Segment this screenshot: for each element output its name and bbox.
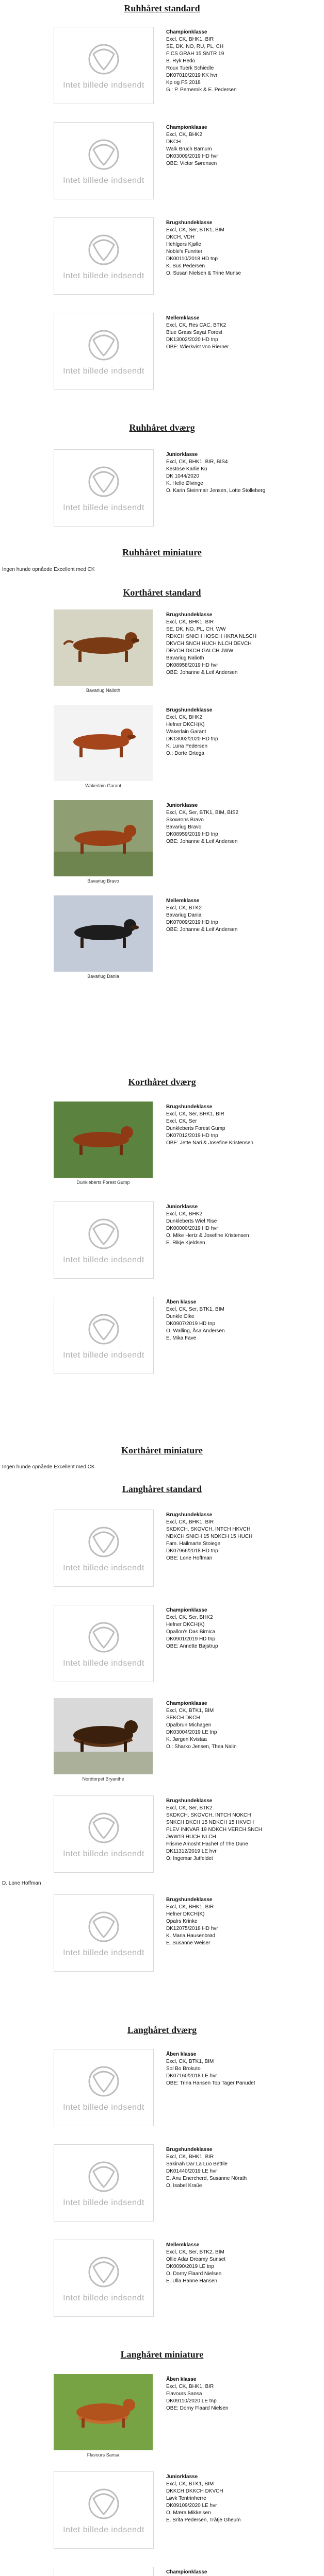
no-image-label: Intet billede indsendt (63, 2103, 144, 2112)
detail-line: OBE: Wierkvist von Rierner (166, 344, 229, 350)
detail-line: OBE: Victor Sørensen (166, 161, 217, 166)
detail-line: Noble's Funriter (166, 249, 203, 255)
detail-line: O. Mæra Mikkelsen (166, 2510, 211, 2516)
dachshund-photo-icon (54, 2374, 153, 2450)
detail-line: O. Ingemar Jutfeldet (166, 1856, 213, 1861)
class-name: Mellemklasse (166, 315, 200, 321)
no-image-placeholder (54, 2471, 154, 2549)
detail-line: Excl, CK, BTK1, BIM (166, 2481, 214, 2487)
entry-details (166, 2051, 321, 2087)
detail-line: OBE: Trina Hansen Top Tager Panudet (166, 2080, 255, 2086)
detail-line: E. Ulla Hanne Hansen (166, 2278, 217, 2284)
detail-line: SKDKCH, SKOVCH, INTCH NOKCH (166, 1812, 251, 1818)
class-name: Championklasse (166, 125, 207, 130)
class-name: Åben klasse (166, 2052, 197, 2057)
dog-logo-icon (54, 2240, 153, 2316)
detail-line: Excl, CK, Ser, BTK1, BIM (166, 1307, 224, 1312)
entry-details (166, 802, 321, 845)
detail-line: Opalbrun Michagen (166, 1722, 212, 1728)
class-name: Juniorklasse (166, 2474, 198, 2480)
class-name: Brugshundeklasse (166, 612, 213, 618)
detail-line: Hefner DKCH(K) (166, 1911, 205, 1917)
detail-line: Excl, CK, BHK1, BIR (166, 1904, 214, 1910)
detail-line: Flavours Sansa (166, 2391, 202, 2397)
section-heading-langhaaret-dvaerg: Langhåret dværg (127, 2025, 197, 2035)
detail-line: Excl, CK, BHK1, BIR (166, 37, 214, 42)
dog-logo-icon (54, 1895, 153, 1971)
entry-details (166, 1607, 321, 1650)
photo-caption: Wakerlain Garant (85, 783, 121, 788)
detail-line: Excl, CK, Ser, BHK1, BIR (166, 1111, 224, 1117)
detail-line: Dunkleberts Wiel Rise (166, 1218, 217, 1224)
class-name: Brugshundeklasse (166, 1512, 213, 1518)
dachshund-photo-icon (54, 705, 153, 781)
detail-line: OBE: Lone Hoffman (166, 1555, 213, 1561)
no-image-label: Intet billede indsendt (63, 1659, 144, 1668)
detail-line: DK00110/2018 HD tnp (166, 256, 218, 262)
detail-line: DK07010/2019 KK hvr (166, 73, 218, 78)
entry-details (166, 2473, 321, 2524)
detail-line: E. Brita Pedersen, Tråtje Gheum (166, 2517, 241, 2523)
detail-line: Excl, CK, BHK1, BIR (166, 619, 214, 625)
dog-logo-icon (54, 2472, 153, 2548)
detail-line: DK07160/2018 LE hvr (166, 2073, 217, 2079)
detail-line: DK08958/2019 HD hvr (166, 663, 218, 668)
dog-photo (54, 609, 153, 686)
detail-line: O. Walling, Åsa Andersen (166, 1328, 225, 1334)
detail-line: SE, DK, NO, RU, PL, CH (166, 44, 224, 49)
entry-details (166, 2376, 321, 2412)
no-image-label: Intet billede indsendt (63, 1564, 144, 1572)
detail-line: Excl, CK, BTK1, BIM (166, 1708, 214, 1714)
photo-caption: Bavariug Bravo (87, 878, 119, 884)
detail-line: DK13002/2020 HD tnp (166, 736, 218, 742)
section-heading-ruhharet-miniature: Ruhhåret miniature (122, 547, 202, 557)
detail-line: O. Mike Hertz & Josefine Kristensen (166, 1233, 249, 1239)
class-name: Juniorklasse (166, 803, 198, 808)
photo-caption: Dunkleberts Forest Gump (76, 1180, 130, 1185)
detail-line: DK07012/2019 HD tnp (166, 1133, 218, 1139)
no-image-label: Intet billede indsendt (63, 2526, 144, 2534)
detail-line: DKVCH SNCH HUCH NLCH DEVCH (166, 641, 252, 647)
detail-line: Roux Tuerk Schiedle (166, 65, 214, 71)
entry-details (166, 1104, 321, 1147)
detail-line: Hefner DKCH(K) (166, 1622, 205, 1628)
no-image-placeholder (54, 2049, 154, 2126)
dog-logo-icon (54, 27, 153, 104)
detail-line: Hefner DKCH(K) (166, 722, 205, 727)
class-name: Brugshundeklasse (166, 1798, 213, 1804)
detail-line: Excl, CK, Ser (166, 1118, 197, 1124)
entry-details (166, 1204, 321, 1247)
entry-details (166, 219, 321, 277)
detail-line: Bavariug Dania (166, 912, 202, 918)
dog-logo-icon (54, 1510, 153, 1586)
no-image-label: Intet billede indsendt (63, 1351, 144, 1360)
detail-line: DK07966/2018 HD tnp (166, 1548, 218, 1554)
no-image-label: Intet billede indsendt (63, 81, 144, 90)
entry-details (166, 315, 321, 351)
class-name: Brugshundeklasse (166, 2147, 213, 2153)
entry-details (166, 451, 321, 495)
no-image-placeholder (54, 122, 154, 199)
detail-line: OBE: Johanne & Leif Andersen (166, 927, 238, 933)
no-image-label: Intet billede indsendt (63, 1256, 144, 1264)
detail-line: SEKCH DKCH (166, 1715, 200, 1721)
detail-line: OBE: Dorny Flaard Nielsen (166, 2405, 229, 2411)
no-image-placeholder (54, 1510, 154, 1587)
detail-line: DK09110/2020 LE tnp (166, 2398, 217, 2404)
detail-line: Løvk Tentrinherre (166, 2496, 206, 2501)
dog-photo (54, 1101, 153, 1178)
detail-line: G.: P. Pernemik & E. Pedersen (166, 87, 237, 93)
dog-photo (54, 895, 153, 972)
detail-line: Excl, CK, Ser, BTK1, BIM, BIS2 (166, 810, 239, 816)
detail-line: DK13002/2020 HD tnp (166, 337, 218, 343)
detail-line: DK03009/2019 HD hvr (166, 154, 218, 159)
dachshund-photo-icon (54, 895, 153, 972)
no-excellent-note: Ingen hunde opnåede Excellent med CK (2, 567, 95, 572)
section-heading-ruhharet-standard: Ruhhåret standard (124, 3, 200, 13)
no-image-placeholder (54, 27, 154, 104)
detail-line: K. Jørgen Kvistaa (166, 1737, 207, 1742)
detail-line: Bavariug Bravo (166, 824, 202, 830)
detail-line: Walk Bruch Barnum (166, 146, 212, 152)
entry-details (166, 1896, 321, 1947)
photo-caption: Flavours Sansa (87, 2452, 120, 2458)
dachshund-photo-icon (54, 1101, 153, 1178)
no-image-placeholder (54, 1605, 154, 1682)
detail-line: DKCH (166, 139, 181, 145)
section-heading-ruhharet-dvaerg: Ruhhåret dværg (129, 422, 195, 433)
detail-line: FICS GRAH 15 SNTR 19 (166, 51, 224, 57)
detail-line: SE, DK, NO, PL, CH, WW (166, 626, 226, 632)
detail-line: E. Mika Fave (166, 1335, 197, 1341)
detail-line: OBE: Jette Nari & Josefine Kristensen (166, 1140, 253, 1146)
detail-line: OBE: Annette Bøjstrup (166, 1643, 218, 1649)
detail-line: OBE: Johanne & Leif Andersen (166, 839, 238, 844)
dog-logo-icon (54, 313, 153, 389)
entry-details (166, 612, 321, 676)
detail-line: K. Helle Ølvinge (166, 481, 203, 486)
detail-line: DK00000/2019 HD hvr (166, 1226, 218, 1231)
dog-logo-icon (54, 1796, 153, 1872)
detail-line: DK0901/2019 HD tnp (166, 1636, 216, 1642)
detail-line: DK0907/2019 HD tnp (166, 1321, 216, 1327)
no-image-label: Intet billede indsendt (63, 272, 144, 280)
detail-line: Kestöse Karlie Ku (166, 466, 207, 472)
detail-line: SNKCH DKCH 15 NDKCH 15 HKVCH (166, 1820, 254, 1825)
entry-details (166, 1512, 321, 1562)
dachshund-photo-icon (54, 1698, 153, 1774)
detail-line: DK07009/2019 HD tnp (166, 920, 218, 925)
detail-line: Dunkleberts Forest Gump (166, 1126, 225, 1131)
detail-line: Dunkle Olke (166, 1314, 195, 1319)
section-heading-langhaaret-miniature: Langhåret miniature (120, 2349, 204, 2360)
dog-logo-icon (54, 1605, 153, 1682)
detail-line: Excl, CK, BTK2 (166, 905, 202, 911)
detail-line: Wakerlain Garant (166, 729, 206, 735)
class-name: Mellemklasse (166, 2242, 200, 2248)
class-name: Åben klasse (166, 1299, 197, 1305)
entry-details (166, 897, 321, 934)
detail-line: O.: Sharko Jensen, Thea Nalin (166, 1744, 237, 1750)
class-name: Championklasse (166, 2569, 207, 2575)
no-image-placeholder (54, 2567, 154, 2576)
entry-details (166, 707, 321, 757)
detail-line: Opallon's Das Birnica (166, 1629, 216, 1635)
detail-line: JWW19 HUCH NLCH (166, 1834, 216, 1840)
class-name: Brugshundeklasse (166, 707, 213, 713)
detail-line: DK01440/2019 LE hvr (166, 2168, 217, 2174)
no-image-label: Intet billede indsendt (63, 176, 144, 185)
detail-line: K. Bus Pedersen (166, 263, 205, 269)
detail-line: Excl, CK, Ser, BTK2 (166, 1805, 213, 1811)
detail-line: DEVCH DKCH GALCH JWW (166, 648, 234, 654)
class-name: Åben klasse (166, 2377, 197, 2382)
detail-line: K. Luna Pedersen (166, 743, 208, 749)
section-heading-korthaaret-standard: Korthåret standard (123, 587, 201, 598)
class-name: Championklasse (166, 1701, 207, 1706)
detail-line: Excl, CK, Ser, BTK2, BIM (166, 2249, 224, 2255)
detail-line: O. Karin Steinmair Jensen, Lotte Stolleberg (166, 488, 266, 494)
detail-line: RDKCH SNICH HOSCH HKRA NLSCH (166, 634, 257, 639)
no-image-placeholder (54, 217, 154, 295)
detail-line: SKDKCH, SKOVCH, INTCH HKVCH (166, 1527, 251, 1532)
photo-caption: Bavariug Dania (87, 974, 119, 979)
class-name: Championklasse (166, 29, 207, 35)
detail-line: Excl, CK, BHK2 (166, 715, 203, 720)
no-image-placeholder (54, 2240, 154, 2317)
entry-details (166, 1798, 321, 1862)
class-name: Juniorklasse (166, 452, 198, 457)
class-name: Brugshundeklasse (166, 1104, 213, 1110)
class-name: Championklasse (166, 1607, 207, 1613)
no-image-placeholder (54, 2144, 154, 2222)
detail-line: Hehlgers Kjølle (166, 242, 201, 247)
entry-details (166, 2146, 321, 2190)
no-image-placeholder (54, 1795, 154, 1873)
entry-details (166, 124, 321, 167)
no-image-label: Intet billede indsendt (63, 503, 144, 512)
no-image-placeholder (54, 1201, 154, 1279)
detail-line: Opalrs Krinke (166, 1919, 198, 1924)
dog-logo-icon (54, 2145, 153, 2221)
detail-line: Kp og FS 2018 (166, 80, 201, 86)
photo-caption: Nordtorpet Bryanthe (82, 1776, 124, 1782)
detail-line: Excl, CK, Ser, BHK2 (166, 1615, 213, 1620)
detail-line: DK09109/2020 LE hvr (166, 2503, 217, 2509)
no-image-label: Intet billede indsendt (63, 1850, 144, 1858)
detail-line: NDKCH SNICH 15 NDKCH 15 HUCH (166, 1534, 253, 1539)
detail-line: O.: Dorte Ortega (166, 751, 204, 756)
entry-details (166, 1299, 321, 1342)
no-image-placeholder (54, 313, 154, 390)
dog-logo-icon (54, 2567, 153, 2576)
detail-line: Excl, CK, BTK1, BIM (166, 2059, 214, 2064)
detail-line: DK08959/2019 HD tnp (166, 832, 218, 837)
detail-line: Excl, CK, BHK2 (166, 132, 203, 138)
dog-logo-icon (54, 218, 153, 294)
dog-logo-icon (54, 1202, 153, 1278)
detail-line: Excl, CK, BHK1, BIR (166, 2154, 214, 2160)
detail-line: Sakinah Dar La Luo Bettile (166, 2161, 228, 2167)
no-image-label: Intet billede indsendt (63, 2294, 144, 2302)
section-heading-langhaaret-standard: Langhåret standard (122, 1484, 202, 1494)
detail-line: Frisme Amosht Hachet of The Dune (166, 1841, 248, 1847)
no-image-placeholder (54, 1297, 154, 1374)
dog-logo-icon (54, 450, 153, 526)
dog-logo-icon (54, 2049, 153, 2126)
detail-line: Bavariug Nalioth (166, 655, 204, 661)
detail-line: Excl, CK, Ser, BTK1, BIM (166, 227, 224, 233)
detail-line: DK 1044/2020 (166, 473, 199, 479)
dog-logo-icon (54, 1297, 153, 1374)
detail-line: DK03004/2019 LE tnp (166, 1730, 217, 1735)
no-image-label: Intet billede indsendt (63, 1948, 144, 1957)
detail-line: PLEV INKVAR 19 NDKCH VERCH SNCH (166, 1827, 262, 1833)
section-heading-korthaaret-dvaerg: Korthåret dværg (128, 1077, 196, 1087)
dog-photo (54, 800, 153, 876)
detail-line: Excl, CK, BHK1, BIR (166, 2384, 214, 2389)
entry-details (166, 2242, 321, 2285)
class-name: Brugshundeklasse (166, 220, 213, 226)
dachshund-photo-icon (54, 609, 153, 686)
detail-line: Excl, CK, Res CAC, BTK2 (166, 323, 226, 328)
judge-note: D. Lone Hoffman (2, 1880, 41, 1886)
photo-caption: Bavariug Nalioth (86, 688, 121, 693)
dog-photo (54, 705, 153, 781)
detail-line: DK11312/2019 LE hvr (166, 1849, 217, 1854)
detail-line: Skowrons Bravo (166, 817, 204, 823)
detail-line: K. Maria Hausenbrød (166, 1933, 216, 1939)
detail-line: DKKCH DKKCH DKVCH (166, 2488, 223, 2494)
detail-line: B. Ryk Hedo (166, 58, 196, 64)
detail-line: O. Dorny Flaard Nielsen (166, 2271, 222, 2277)
detail-line: O. Isabel Kraüe (166, 2183, 202, 2189)
detail-line: DKCH, VDH (166, 234, 195, 240)
detail-line: Sol Bo Brokuto (166, 2066, 201, 2072)
detail-line: Fam. Hailmarte Stoiege (166, 1541, 221, 1547)
dog-logo-icon (54, 123, 153, 199)
entry-details (166, 1700, 321, 1751)
class-name: Juniorklasse (166, 1204, 198, 1210)
class-name: Mellemklasse (166, 898, 200, 904)
no-image-label: Intet billede indsendt (63, 2198, 144, 2207)
detail-line: E. Susanne Weiser (166, 1940, 210, 1946)
detail-line: Blue Grass Sayat Forest (166, 330, 222, 335)
detail-line: Ollie Adar Dreamy Sunset (166, 2257, 226, 2262)
class-name: Brugshundeklasse (166, 1897, 213, 1903)
detail-line: OBE: Johanne & Leif Andersen (166, 670, 238, 675)
section-heading-korthaaret-miniature: Korthåret miniature (121, 1445, 203, 1455)
detail-line: Excl, CK, BHK1, BIR, BIS4 (166, 459, 228, 465)
detail-line: E. Anu Enercherd, Susanne Nörath (166, 2176, 247, 2181)
detail-line: O. Susan Nielsen & Trine Munse (166, 270, 241, 276)
detail-line: DK0090/2019 LE tnp (166, 2264, 214, 2269)
dog-photo (54, 2374, 153, 2450)
detail-line: Excl, CK, BHK1, BIR (166, 1519, 214, 1525)
no-image-placeholder (54, 449, 154, 527)
entry-details (166, 29, 321, 94)
no-image-label: Intet billede indsendt (63, 367, 144, 376)
dog-photo (54, 1698, 153, 1774)
entry-details (166, 2569, 321, 2576)
detail-line: E. Rikje Kjeldsen (166, 1240, 205, 1246)
detail-line: Excl, CK, BHK2 (166, 1211, 203, 1217)
no-image-placeholder (54, 1894, 154, 1972)
detail-line: DK12075/2018 HD hvr (166, 1926, 218, 1931)
no-excellent-note: Ingen hunde opnåede Excellent med CK (2, 1464, 95, 1470)
dachshund-photo-icon (54, 800, 153, 876)
